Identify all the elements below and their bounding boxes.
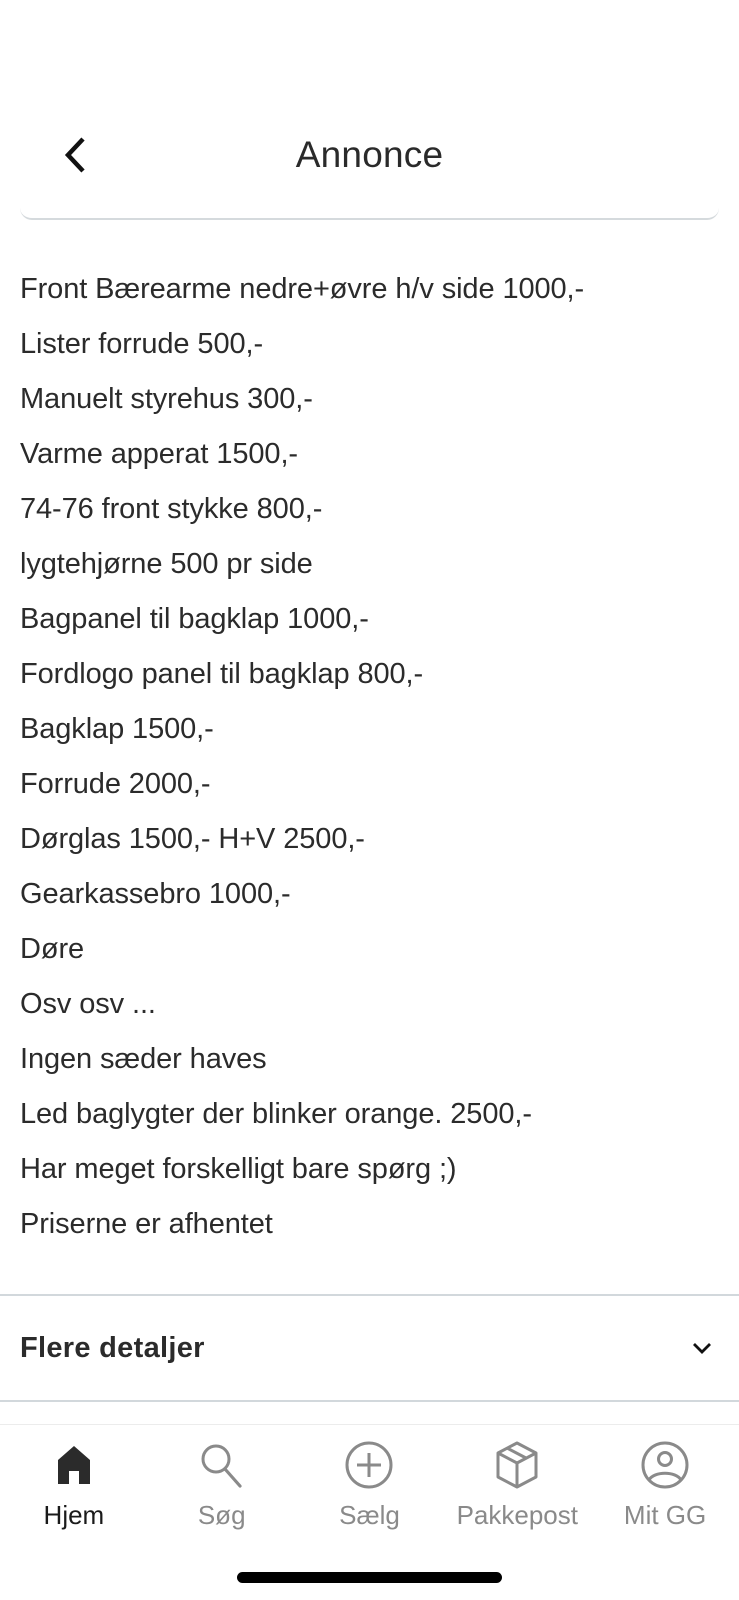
description-line: Varme apperat 1500,- [20, 438, 298, 470]
home-indicator[interactable] [237, 1572, 502, 1583]
description-line: Bagpanel til bagklap 1000,- [20, 603, 369, 635]
nav-item-search[interactable] [148, 1425, 295, 1531]
nav-item-package[interactable] [444, 1425, 591, 1531]
description-line: Lister forrude 500,- [20, 328, 264, 360]
description-line: lygtehjørne 500 pr side [20, 548, 313, 580]
nav-label: Sælg [339, 1500, 400, 1530]
divider [0, 1400, 739, 1402]
nav-label: Hjem [43, 1500, 105, 1530]
description-line: Fordlogo panel til bagklap 800,- [20, 658, 424, 690]
user-circle-icon [640, 1440, 690, 1490]
more-details-accordion[interactable] [0, 1296, 739, 1400]
description-line: Dørglas 1500,- H+V 2500,- [20, 823, 365, 855]
package-icon [494, 1440, 540, 1490]
top-app-bar [0, 100, 739, 222]
description-line: Manuelt styrehus 300,- [20, 383, 313, 415]
description-line: Har meget forskelligt bare spørg ;) [20, 1153, 457, 1185]
nav-item-sell[interactable] [296, 1425, 443, 1531]
description-line: Gearkassebro 1000,- [20, 878, 291, 910]
description-line: Bagklap 1500,- [20, 713, 214, 745]
plus-circle-icon [344, 1440, 394, 1490]
ad-description [20, 262, 720, 1252]
nav-label: Mit GG [623, 1500, 707, 1530]
page-title: Annonce [295, 134, 444, 175]
description-line: Osv osv ... [20, 988, 156, 1020]
description-line: Døre [20, 933, 85, 965]
chevron-down-icon [691, 1341, 713, 1355]
description-line: Led baglygter der blinker orange. 2500,- [20, 1098, 532, 1130]
nav-item-profile[interactable] [592, 1425, 739, 1531]
nav-label: Pakkepost [456, 1500, 578, 1530]
status-bar-area [0, 0, 739, 100]
bottom-navigation [0, 1424, 739, 1532]
more-details-label: Flere detaljer [20, 1331, 205, 1364]
description-line: Forrude 2000,- [20, 768, 211, 800]
nav-item-home[interactable] [0, 1425, 147, 1531]
home-icon [52, 1443, 96, 1487]
description-line: 74-76 front stykke 800,- [20, 493, 323, 525]
description-line: Front Bærearme nedre+øvre h/v side 1000,- [20, 273, 585, 305]
description-line: Priserne er afhentet [20, 1208, 273, 1240]
nav-label: Søg [197, 1500, 246, 1530]
search-icon [198, 1441, 246, 1489]
description-line: Ingen sæder haves [20, 1043, 267, 1075]
